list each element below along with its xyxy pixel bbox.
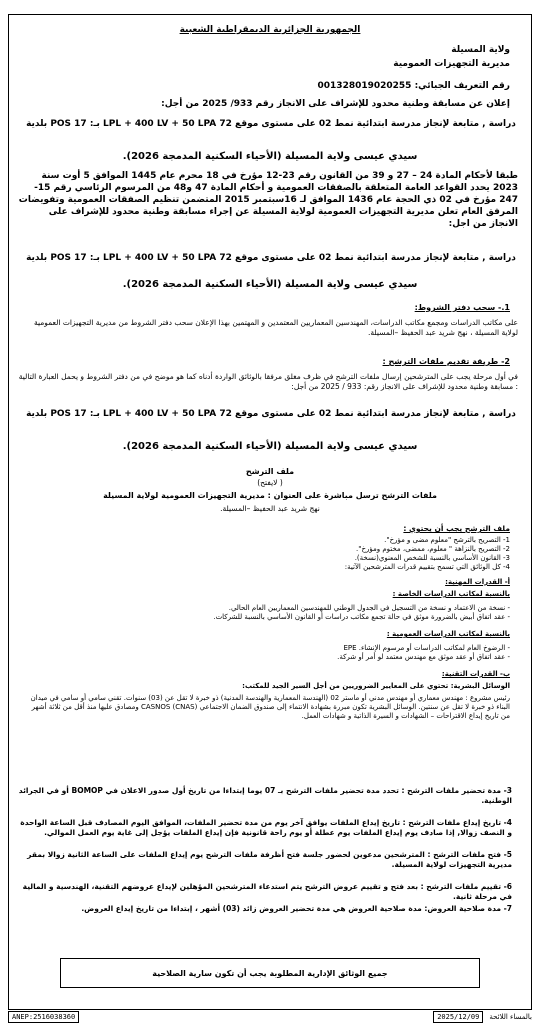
private-offices-item: - عقد اتفاق أبيض بالضرورة موثق في حالة تجمع مكاتب دراسات أو القانون الأساسي بالنسبة للشركات.	[213, 613, 510, 621]
project-line-2-third: سيدي عيسى ولاية المسيلة (الأحياء السكنية المدمجة 2026).	[122, 441, 418, 452]
envelope-title: ملف الترشح	[245, 467, 295, 476]
directorate-name: مديرية التجهيزات العمومية	[393, 59, 510, 69]
human-resources-text: رئيس مشروع : مهندس معماري أو مهندس مدني أو ماستر 02 (الهندسة المعمارية والهندسة المدنية) ذو خبرة لا تقل عن (03) سنوات. تقني سامي أو سامي في ميدان البناء ذو خبرة لا تقل عن سنتين. الوسائل البشرية تكون مبررة بشهادة الانتماء إلى صندوق الضمان الاجتماعي (CNAS) CASNOS ومصادق عليها منذ أقل من ثلاثة أشهر من تاريخ إيداع الاقتراحات – الشهادات و السيرة الذاتية و شهادات العمل.	[30, 694, 510, 720]
validity-notice: جميع الوثائق الإدارية المطلوبة يجب أن تكون سارية الصلاحية	[152, 968, 388, 978]
envelope-address-line-1: ملفات الترشح ترسل مباشرة على العنوان : مديرية التجهيزات العمومية لولاية المسيلة	[103, 491, 437, 500]
candidature-heading: ملف الترشح يجب أن يحتوي :	[403, 524, 510, 533]
public-offices-heading: بالنسبة لمكاتب الدراسات العمومية :	[386, 630, 510, 638]
section-7-text: 7- مدة صلاحية العروض: مدة صلاحية العروض هي مدة تحضير العروض زائد (03) أشهر ، إبتداءا من تاريخ إيداع العروض.	[81, 904, 512, 913]
section-5-text: 5- فتح ملفات الترشح : المترشحين مدعوين لحضور جلسة فتح أظرفة ملفات الترشح يوم إيداع الملفات على الساعة الثانية زوالا بمقر مديرية التجهيزات لولاية المسيلة.	[27, 850, 512, 869]
bottom-strip	[8, 1010, 532, 1024]
project-line-1: دراسة , متابعة لإنجاز مدرسة ابتدائية نمط 02 على مستوى موقع 72 LPL + 400 LV + 50 LPA بـ: POS 17 بلدية	[26, 119, 516, 129]
private-offices-list	[30, 604, 510, 622]
candidature-list	[200, 536, 510, 572]
project-line-1-third: دراسة , متابعة لإنجاز مدرسة ابتدائية نمط 02 على مستوى موقع 72 LPL + 400 LV + 50 LPA بـ: POS 17 بلدية	[26, 409, 516, 419]
section-1-text: على مكاتب الدراسات ومجمع مكاتب الدراسات، المهندسين المعماريين المعتمدين و المهتمين بهذا الإعلان سحب دفتر الشروط من مديرية التجهيزات العمومية لولاية المسيلة ، نهج شريد عبد الحفيظ –المسيلة.	[33, 318, 518, 337]
publication-date-label: بالمساء اللائحة	[489, 1012, 532, 1021]
validity-notice-box	[60, 958, 480, 988]
anep-reference: ANEP:2516038360	[8, 1011, 79, 1023]
tax-id: رقم التعريف الجبائي: 001328019020255	[317, 81, 510, 91]
public-offices-item: - الرضوخ العام لمكاتب الدراسات أو مرسوم الإنشاء. EPE	[343, 644, 510, 652]
publication-date-group	[433, 1011, 532, 1023]
envelope-address-line-2: نهج شريد عبد الحفيظ –المسيلة.	[220, 504, 320, 513]
section-2-text: في أول مرحلة يجب على المترشحين إرسال ملفات الترشح في ظرف مغلق مرفقا بالوثائق الواردة أدناه كما هو موضح في من دفتر الشروط و يحمل العبارة التالية : مسابقة وطنية محدود للإشراف على الانجاز رقم: 933 / 2025 من أجل:	[18, 372, 518, 391]
candidature-item: 3- القانون الأساسي بالنسبة للشخص المعنوي(نسخة).	[354, 554, 510, 562]
section-6-text: 6- تقييم ملفات الترشح : بعد فتح و تقييم عروض الترشح يتم استدعاء المترشحين المؤهلين لإيداع عروضهم التقنية، الهندسية و المالية في مرحلة ثانية.	[22, 882, 512, 901]
public-offices-list	[200, 644, 510, 662]
candidature-item: 1- التصريح بالترشح "معلوم مضى و مؤرخ".	[384, 536, 510, 544]
public-offices-item: - عقد اتفاق أو عقد موثق مع مهندس معتمد لو أمر أو شركة.	[337, 653, 510, 661]
private-offices-heading: بالنسبة لمكاتب الدراسات الخاصة :	[392, 590, 510, 598]
private-offices-item: - نسخة من الاعتماد و نسخة من التسجيل في الجدول الوطني للمهندسين المعماريين العام الحالي.	[228, 604, 510, 612]
wilaya-name: ولاية المسيلة	[451, 45, 510, 55]
legal-basis-text: طبقا لأحكام المادة 24 – 27 و 39 من القانون رقم 23-12 مؤرخ في 18 محرم عام 1445 الموافق 5 أوت سنة 2023 يحدد القواعد العامة المتعلقة بالصفقات العمومية و أحكام المادة 47 و48 من المرسوم الرئاسي رقم 15-247 مؤرخ في 02 ذي الحجة عام 1436 الموافق لـ 16سبتمبر 2015 المتضمن تنظيم الصفقات العمومية وتفويضات المرفق العام تعلن مديرية التجهيزات العمومية لولاية المسيلة عن إجراء مسابقة وطنية محدود للإشراف على الانجاز من اجل:	[18, 171, 518, 229]
technical-capacities-heading: ب- القدرات التقنية:	[441, 670, 510, 678]
section-2-heading: 2- طريقة تقديم ملفات الترشح :	[382, 357, 510, 366]
section-3-text: 3- مدة تحضير ملفات الترشح : تحدد مدة تحضير ملفات الترشح بـ 07 يوما إبتداءا من تاريخ أول صدور الاعلان في BOMOP أو في الجرائد الوطنية.	[18, 786, 512, 805]
section-1-heading: 1.- سحب دفتر الشروط:	[414, 303, 510, 312]
candidature-item: 2- التصريح بالنزاهة " معلوم، ممضى، مختوم ومؤرخ".	[356, 545, 510, 553]
announcement-title: إعلان عن مسابقة وطنية محدود للإشراف على الانجاز رقم 933/ 2025 من أجل:	[161, 99, 510, 109]
candidature-item: 4- كل الوثائق التي تسمح بتقييم قدرات المترشحين الآتية:	[344, 563, 510, 571]
republic-title: الجمهورية الجزائرية الديمقراطية الشعبية	[179, 25, 361, 35]
project-line-2: سيدي عيسى ولاية المسيلة (الأحياء السكنية المدمجة 2026).	[122, 151, 418, 162]
section-4-text: 4- تاريخ إيداع ملفات الترشح : تاريخ إيداع الملفات يوافق آخر يوم من مدة تحضير الملفات، الموافق اليوم المصادف قبل الساعة الواحدة و النصف زوالا, إذا صادف يوم إيداع الملفات يوم عطلة أو يوم راحة قانونية فإن إيداع الملفات يؤجل إلى غاية يوم العمل الموالي.	[20, 818, 512, 837]
envelope-subtitle: ( لايفتح)	[257, 478, 283, 487]
project-line-1-repeat: دراسة , متابعة لإنجاز مدرسة ابتدائية نمط 02 على مستوى موقع 72 LPL + 400 LV + 50 LPA بـ: POS 17 بلدية	[26, 253, 516, 263]
project-line-2-repeat: سيدي عيسى ولاية المسيلة (الأحياء السكنية المدمجة 2026).	[122, 279, 418, 290]
publication-date: 2025/12/09	[433, 1011, 483, 1023]
human-resources-heading: الوسائل البشرية: تحتوي على المعايير الضروريين من أجل السير الجيد للمكتب:	[242, 682, 510, 690]
professional-capacities-heading: أ- القدرات المهنية:	[445, 578, 510, 586]
